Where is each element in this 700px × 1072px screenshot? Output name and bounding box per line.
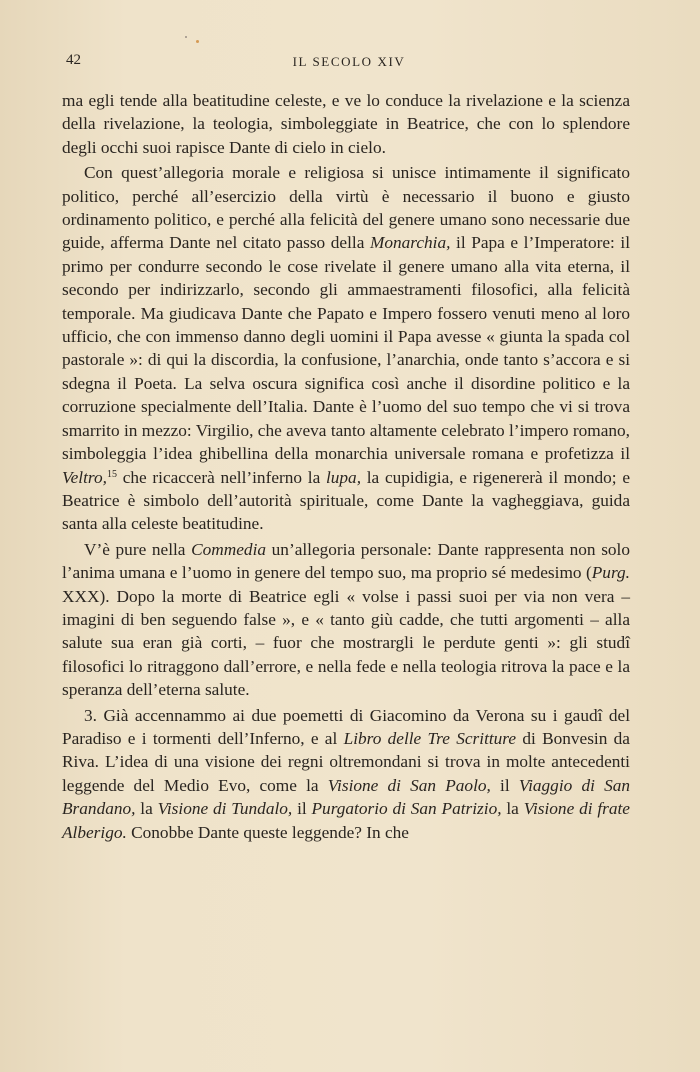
- paragraph: [62, 538, 630, 702]
- text-run: il Papa e l’Imperatore: il primo per condurre secondo le cose rivelate il genere umano alla vita eterna, il secondo per indirizzarlo, secondo gli ammaestramenti filosofici, alla felicità temporale. Ma giudicava Dante che Papato e Impero fossero venuti meno al loro ufficio, che con immenso danno degli uomini il Papa avesse « giunta la spada col pastorale »: di qui la discordia, la confusione, l’anarchia, onde tanto s’accora e si sdegna il Poeta. La selva oscura significa così anche il disordine politico e la corruzione specialmente dell’Italia. Dante è l’uomo del suo tempo che vi si trova smarrito in mezzo: Virgilio, che aveva tanto altamente celebrato l’impero romano, simboleggia l’idea ghibellina della monarchia universale romana e profetizza il: [62, 233, 631, 464]
- italic-text: Libro delle Tre Scritture: [343, 728, 517, 748]
- text-run: la cupidigia, e rigenererà il mondo; e Beatrice è simbolo dell’autorità spirituale, come Dante la vagheggiava, guida santa alla celeste beatitudine.: [62, 467, 630, 534]
- text-run: la: [501, 799, 524, 819]
- text-run: XXX). Dopo la morte di Beatrice egli « volse i passi suoi per via non vera – imagini di ben seguendo false », e « tanto giù cadde, che tutti argomenti – alla salute sua eran già corti, – fuor che mostrargli le perdute genti »: gli studî filosofici lo ritraggono dall’errore, e nella fede e nella teologia ritrova la pace e la speranza dell’eterna salute.: [62, 586, 630, 700]
- text-run: V’è pure nella: [84, 539, 192, 559]
- text-run: che ricaccerà nell’inferno la: [116, 467, 326, 487]
- italic-text: Monarchia,: [369, 233, 451, 253]
- paragraph: [62, 704, 630, 844]
- text-run: Con quest’allegoria morale e religiosa si unisce intimamente il significato politico, perché all’esercizio della virtù è necessario il buono e giusto ordinamento politico, e perché alla felicità del genere umano sono necessarie due guide, afferma Dante nel citato passo della: [62, 163, 630, 253]
- text-run: un’allegoria personale: Dante rappresenta non solo l’anima umana e l’uomo in genere del tempo suo, ma proprio sé medesimo (: [62, 539, 630, 583]
- body-text: [62, 89, 630, 844]
- page-header: [66, 52, 632, 76]
- text-run: Conobbe Dante queste leggende? In che: [126, 822, 409, 842]
- paper-speck: [196, 40, 199, 43]
- text-run: ma egli tende alla beatitudine celeste, e ve lo conduce la rivelazione e la scienza della rivelazione, la teologia, simboleggiate in Beatrice, che con lo splendore degli occhi suoi rapisce Dante di cielo in cielo.: [62, 91, 630, 157]
- italic-text: Visione di Tundalo,: [157, 799, 293, 819]
- italic-text: Viaggio di San Brandano,: [62, 775, 630, 819]
- paragraph: [62, 161, 630, 536]
- italic-text: lupa,: [325, 467, 362, 487]
- italic-text: Veltro,: [62, 467, 107, 487]
- text-run: la: [135, 799, 158, 819]
- text-run: 3. Già accennammo ai due poemetti di Giacomino da Verona su i gaudî del Paradiso e i tormenti dell’Inferno, e al: [62, 705, 630, 748]
- text-run: il: [490, 775, 519, 795]
- paper-speck: [185, 36, 187, 38]
- italic-text: Visione di frate Alberigo.: [62, 799, 630, 842]
- paragraph: [62, 89, 630, 159]
- italic-text: Purgatorio di San Patrizio,: [311, 799, 502, 819]
- italic-text: Commedia: [191, 539, 267, 559]
- running-title: IL SECOLO XIV: [292, 54, 406, 69]
- text-run: di Bonvesin da Riva. L’idea di una visione dei regni oltremondani si trova in molte antecedenti leggende del Medio Evo, come la: [62, 728, 630, 795]
- text-run: il: [292, 799, 312, 819]
- footnote-marker: 15: [106, 468, 117, 480]
- italic-text: Purg.: [591, 563, 630, 583]
- page-number: 42: [66, 52, 81, 68]
- italic-text: Visione di San Paolo,: [327, 775, 491, 795]
